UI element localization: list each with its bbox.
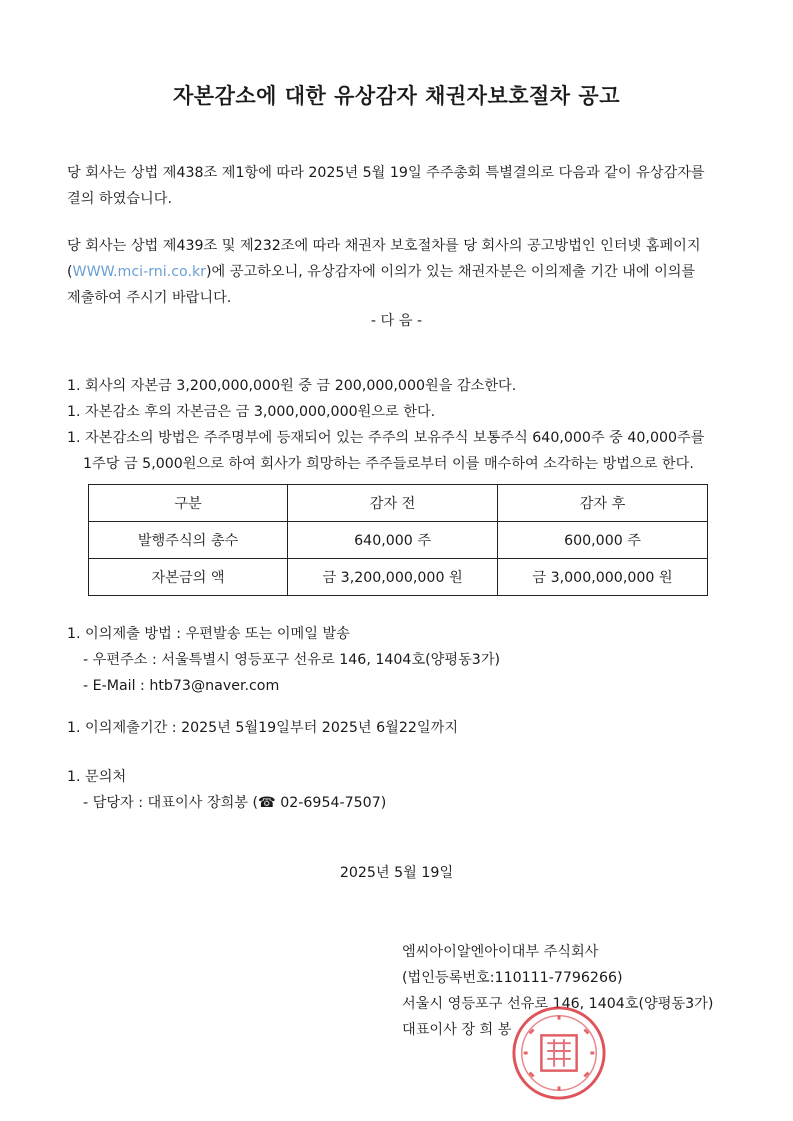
company-address: 서울시 영등포구 선유로 146, 1404호(양평동3가) (402, 996, 714, 1012)
contact-heading: 1. 문의처 (67, 769, 127, 785)
objection-period: 1. 이의제출기간 : 2025년 5월19일부터 2025년 6월22일까지 (67, 720, 459, 736)
items-list (67, 373, 704, 477)
table-cell: 금 3,200,000,000 원 (288, 559, 498, 596)
table-cell: 640,000 주 (288, 522, 498, 559)
paragraph-2-line-2 (67, 259, 701, 285)
notice-date: 2025년 5월 19일 (339, 865, 454, 881)
table-header-cell: 감자 후 (498, 485, 708, 522)
table-header-row (89, 485, 708, 522)
list-item: 1. 자본감소의 방법은 주주명부에 등재되어 있는 주주의 보유주식 보통주식 640,000주 중 40,000주를 (67, 430, 705, 446)
paragraph-2-line-1: 당 회사는 상법 제439조 및 제232조에 따라 채권자 보호절차를 당 회사의 공고방법인 인터넷 홈페이지 (67, 238, 701, 254)
table-cell: 600,000 주 (498, 522, 708, 559)
company-name: 엠씨아이알엔아이대부 주식회사 (402, 944, 599, 960)
table-header-cell: 감자 전 (288, 485, 498, 522)
capital-table (88, 484, 708, 596)
company-seal-icon (510, 1004, 608, 1102)
list-item: 1주당 금 5,000원으로 하여 회사가 희망하는 주주들로부터 이를 매수하여 소각하는 방법으로 한다. (83, 456, 694, 472)
table-cell: 발행주식의 총수 (89, 522, 288, 559)
paragraph-1 (67, 160, 705, 212)
registration-number: (법인등록번호:110111-7796266) (402, 970, 623, 986)
contact-section (67, 764, 386, 816)
separator-label: - 다 음 - (370, 313, 423, 329)
paren-open: ( (67, 264, 73, 280)
objection-section (67, 621, 500, 699)
paragraph-1-line-1: 당 회사는 상법 제438조 제1항에 따라 2025년 5월 19일 주주총회 특별결의로 다음과 같이 유상감자를 (67, 165, 705, 181)
email-address: - E-Mail : htb73@naver.com (83, 678, 280, 694)
postal-address: - 우편주소 : 서울특별시 영등포구 선유로 146, 1404호(양평동3가) (83, 652, 501, 668)
table-cell: 자본금의 액 (89, 559, 288, 596)
table-cell: 금 3,000,000,000 원 (498, 559, 708, 596)
paragraph-2 (67, 233, 701, 311)
objection-heading: 1. 이의제출 방법 : 우편발송 또는 이메일 발송 (67, 626, 350, 642)
table-header-cell: 구분 (89, 485, 288, 522)
table-row (89, 559, 708, 596)
list-item: 1. 자본감소 후의 자본금은 금 3,000,000,000원으로 한다. (67, 404, 436, 420)
table-row (89, 522, 708, 559)
notice-title: 자본감소에 대한 유상감자 채권자보호절차 공고 (173, 84, 620, 108)
contact-person: - 담당자 : 대표이사 장희봉 (☎ 02-6954-7507) (83, 795, 387, 811)
paragraph-1-line-2: 결의 하였습니다. (67, 191, 172, 207)
ceo-name: 대표이사 장 희 봉 (402, 1022, 512, 1038)
paragraph-2-line-2-rest: )에 공고하오니, 유상감자에 이의가 있는 채권자분은 이의제출 기간 내에 이의를 (206, 264, 696, 280)
list-item: 1. 회사의 자본금 3,200,000,000원 중 금 200,000,000원을 감소한다. (67, 378, 517, 394)
paragraph-2-line-3: 제출하여 주시기 바랍니다. (67, 290, 232, 306)
homepage-link[interactable]: WWW.mci-rni.co.kr (72, 264, 207, 280)
